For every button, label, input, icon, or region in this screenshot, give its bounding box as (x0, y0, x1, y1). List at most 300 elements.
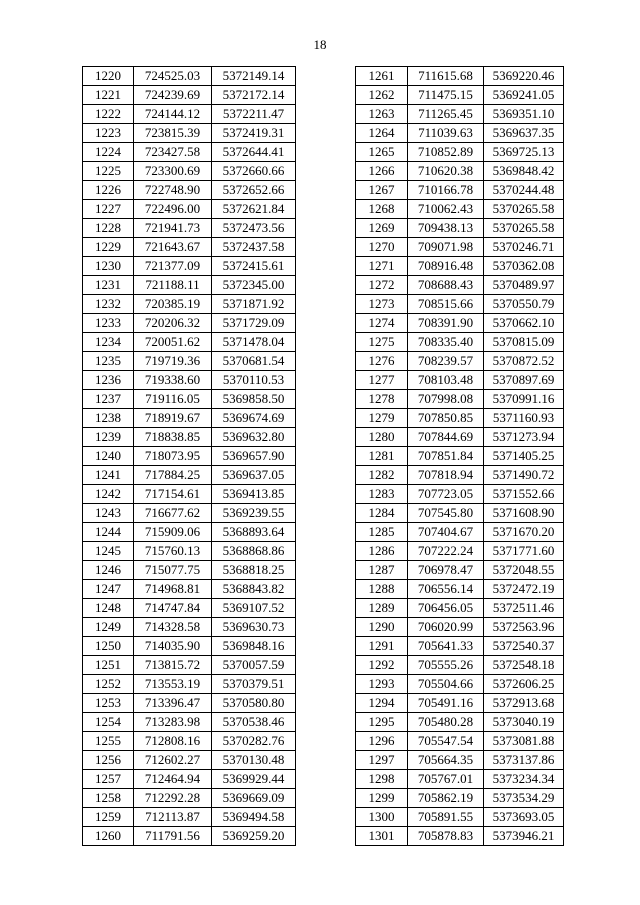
table-row (356, 713, 564, 732)
y-coordinate-cell: 5369413.85 (212, 485, 296, 504)
table-row (356, 143, 564, 162)
x-coordinate-cell: 705491.16 (408, 694, 484, 713)
point-number-cell: 1266 (356, 162, 408, 181)
table-row (83, 333, 296, 352)
point-number-cell: 1277 (356, 371, 408, 390)
y-coordinate-cell: 5369241.05 (484, 86, 564, 105)
y-coordinate-cell: 5372048.55 (484, 561, 564, 580)
y-coordinate-cell: 5373946.21 (484, 827, 564, 846)
table-row (83, 219, 296, 238)
point-number-cell: 1287 (356, 561, 408, 580)
y-coordinate-cell: 5373137.86 (484, 751, 564, 770)
x-coordinate-cell: 710852.89 (408, 143, 484, 162)
table-row (83, 181, 296, 200)
table-row (356, 637, 564, 656)
point-number-cell: 1261 (356, 67, 408, 86)
table-row (83, 86, 296, 105)
y-coordinate-cell: 5370897.69 (484, 371, 564, 390)
table-row (83, 694, 296, 713)
y-coordinate-cell: 5371771.60 (484, 542, 564, 561)
table-row (356, 561, 564, 580)
x-coordinate-cell: 705891.55 (408, 808, 484, 827)
y-coordinate-cell: 5373234.34 (484, 770, 564, 789)
table-row (356, 314, 564, 333)
y-coordinate-cell: 5370362.08 (484, 257, 564, 276)
point-number-cell: 1225 (83, 162, 134, 181)
y-coordinate-cell: 5372652.66 (212, 181, 296, 200)
point-number-cell: 1232 (83, 295, 134, 314)
table-row (83, 371, 296, 390)
table-row (83, 789, 296, 808)
x-coordinate-cell: 715077.75 (134, 561, 212, 580)
table-row (83, 618, 296, 637)
table-row (356, 447, 564, 466)
y-coordinate-cell: 5370130.48 (212, 751, 296, 770)
x-coordinate-cell: 715760.13 (134, 542, 212, 561)
point-number-cell: 1295 (356, 713, 408, 732)
table-row (83, 770, 296, 789)
point-number-cell: 1298 (356, 770, 408, 789)
x-coordinate-cell: 705547.54 (408, 732, 484, 751)
y-coordinate-cell: 5370550.79 (484, 295, 564, 314)
table-row (356, 618, 564, 637)
y-coordinate-cell: 5368868.86 (212, 542, 296, 561)
x-coordinate-cell: 708239.57 (408, 352, 484, 371)
point-number-cell: 1271 (356, 257, 408, 276)
x-coordinate-cell: 705862.19 (408, 789, 484, 808)
table-row (356, 409, 564, 428)
table-row (83, 808, 296, 827)
point-number-cell: 1238 (83, 409, 134, 428)
point-number-cell: 1292 (356, 656, 408, 675)
table-row (83, 390, 296, 409)
y-coordinate-cell: 5372211.47 (212, 105, 296, 124)
x-coordinate-cell: 714747.84 (134, 599, 212, 618)
point-number-cell: 1284 (356, 504, 408, 523)
x-coordinate-cell: 721643.67 (134, 238, 212, 257)
point-number-cell: 1283 (356, 485, 408, 504)
x-coordinate-cell: 712464.94 (134, 770, 212, 789)
point-number-cell: 1279 (356, 409, 408, 428)
x-coordinate-cell: 705878.83 (408, 827, 484, 846)
point-number-cell: 1288 (356, 580, 408, 599)
x-coordinate-cell: 708335.40 (408, 333, 484, 352)
x-coordinate-cell: 708103.48 (408, 371, 484, 390)
table-row (83, 314, 296, 333)
y-coordinate-cell: 5371160.93 (484, 409, 564, 428)
x-coordinate-cell: 711475.15 (408, 86, 484, 105)
y-coordinate-cell: 5371729.09 (212, 314, 296, 333)
point-number-cell: 1290 (356, 618, 408, 637)
x-coordinate-cell: 707998.08 (408, 390, 484, 409)
y-coordinate-cell: 5370489.97 (484, 276, 564, 295)
x-coordinate-cell: 723815.39 (134, 124, 212, 143)
y-coordinate-cell: 5370815.09 (484, 333, 564, 352)
x-coordinate-cell: 710166.78 (408, 181, 484, 200)
point-number-cell: 1247 (83, 580, 134, 599)
point-number-cell: 1236 (83, 371, 134, 390)
point-number-cell: 1233 (83, 314, 134, 333)
y-coordinate-cell: 5372149.14 (212, 67, 296, 86)
x-coordinate-cell: 706456.05 (408, 599, 484, 618)
x-coordinate-cell: 707222.24 (408, 542, 484, 561)
x-coordinate-cell: 707818.94 (408, 466, 484, 485)
y-coordinate-cell: 5370265.58 (484, 219, 564, 238)
y-coordinate-cell: 5369107.52 (212, 599, 296, 618)
point-number-cell: 1281 (356, 447, 408, 466)
y-coordinate-cell: 5369848.16 (212, 637, 296, 656)
table-row (83, 656, 296, 675)
table-row (356, 257, 564, 276)
table-row (83, 542, 296, 561)
x-coordinate-cell: 707850.85 (408, 409, 484, 428)
point-number-cell: 1257 (83, 770, 134, 789)
point-number-cell: 1223 (83, 124, 134, 143)
y-coordinate-cell: 5370681.54 (212, 352, 296, 371)
coordinates-table-left (82, 66, 296, 846)
y-coordinate-cell: 5372172.14 (212, 86, 296, 105)
point-number-cell: 1255 (83, 732, 134, 751)
table-row (356, 732, 564, 751)
y-coordinate-cell: 5372548.18 (484, 656, 564, 675)
table-row (83, 409, 296, 428)
table-row (83, 523, 296, 542)
x-coordinate-cell: 706978.47 (408, 561, 484, 580)
table-row (356, 67, 564, 86)
table-row (356, 200, 564, 219)
x-coordinate-cell: 710062.43 (408, 200, 484, 219)
x-coordinate-cell: 705664.35 (408, 751, 484, 770)
point-number-cell: 1285 (356, 523, 408, 542)
point-number-cell: 1276 (356, 352, 408, 371)
y-coordinate-cell: 5370662.10 (484, 314, 564, 333)
x-coordinate-cell: 707851.84 (408, 447, 484, 466)
x-coordinate-cell: 711039.63 (408, 124, 484, 143)
y-coordinate-cell: 5372472.19 (484, 580, 564, 599)
y-coordinate-cell: 5372621.84 (212, 200, 296, 219)
x-coordinate-cell: 717154.61 (134, 485, 212, 504)
point-number-cell: 1268 (356, 200, 408, 219)
table-row (356, 124, 564, 143)
x-coordinate-cell: 706556.14 (408, 580, 484, 599)
point-number-cell: 1265 (356, 143, 408, 162)
table-row (356, 181, 564, 200)
point-number-cell: 1286 (356, 542, 408, 561)
x-coordinate-cell: 718919.67 (134, 409, 212, 428)
y-coordinate-cell: 5372606.25 (484, 675, 564, 694)
point-number-cell: 1258 (83, 789, 134, 808)
y-coordinate-cell: 5368843.82 (212, 580, 296, 599)
table-row (83, 124, 296, 143)
table-row (356, 333, 564, 352)
point-number-cell: 1237 (83, 390, 134, 409)
table-row (356, 466, 564, 485)
point-number-cell: 1244 (83, 523, 134, 542)
point-number-cell: 1235 (83, 352, 134, 371)
point-number-cell: 1267 (356, 181, 408, 200)
table-row (356, 428, 564, 447)
point-number-cell: 1234 (83, 333, 134, 352)
x-coordinate-cell: 708515.66 (408, 295, 484, 314)
point-number-cell: 1239 (83, 428, 134, 447)
point-number-cell: 1273 (356, 295, 408, 314)
y-coordinate-cell: 5372437.58 (212, 238, 296, 257)
point-number-cell: 1229 (83, 238, 134, 257)
point-number-cell: 1226 (83, 181, 134, 200)
y-coordinate-cell: 5369632.80 (212, 428, 296, 447)
y-coordinate-cell: 5369494.58 (212, 808, 296, 827)
y-coordinate-cell: 5370282.76 (212, 732, 296, 751)
x-coordinate-cell: 711265.45 (408, 105, 484, 124)
table-row (356, 675, 564, 694)
page-number: 18 (313, 37, 327, 52)
y-coordinate-cell: 5371552.66 (484, 485, 564, 504)
point-number-cell: 1231 (83, 276, 134, 295)
table-row (83, 352, 296, 371)
y-coordinate-cell: 5372563.96 (484, 618, 564, 637)
table-row (356, 808, 564, 827)
x-coordinate-cell: 711791.56 (134, 827, 212, 846)
y-coordinate-cell: 5373534.29 (484, 789, 564, 808)
table-row (356, 86, 564, 105)
table-row (356, 751, 564, 770)
table-row (356, 523, 564, 542)
x-coordinate-cell: 706020.99 (408, 618, 484, 637)
y-coordinate-cell: 5369637.35 (484, 124, 564, 143)
point-number-cell: 1289 (356, 599, 408, 618)
y-coordinate-cell: 5369657.90 (212, 447, 296, 466)
point-number-cell: 1299 (356, 789, 408, 808)
x-coordinate-cell: 712292.28 (134, 789, 212, 808)
table-row (83, 732, 296, 751)
table-row (83, 561, 296, 580)
y-coordinate-cell: 5369637.05 (212, 466, 296, 485)
table-row (83, 143, 296, 162)
table-row (83, 580, 296, 599)
point-number-cell: 1254 (83, 713, 134, 732)
x-coordinate-cell: 713553.19 (134, 675, 212, 694)
point-number-cell: 1245 (83, 542, 134, 561)
x-coordinate-cell: 712113.87 (134, 808, 212, 827)
x-coordinate-cell: 709071.98 (408, 238, 484, 257)
point-number-cell: 1282 (356, 466, 408, 485)
point-number-cell: 1264 (356, 124, 408, 143)
table-row (83, 105, 296, 124)
point-number-cell: 1294 (356, 694, 408, 713)
table-row (356, 599, 564, 618)
y-coordinate-cell: 5370991.16 (484, 390, 564, 409)
point-number-cell: 1275 (356, 333, 408, 352)
point-number-cell: 1270 (356, 238, 408, 257)
table-row (356, 770, 564, 789)
point-number-cell: 1250 (83, 637, 134, 656)
y-coordinate-cell: 5372415.61 (212, 257, 296, 276)
point-number-cell: 1269 (356, 219, 408, 238)
x-coordinate-cell: 710620.38 (408, 162, 484, 181)
point-number-cell: 1297 (356, 751, 408, 770)
point-number-cell: 1243 (83, 504, 134, 523)
table-row (83, 504, 296, 523)
point-number-cell: 1259 (83, 808, 134, 827)
y-coordinate-cell: 5371273.94 (484, 428, 564, 447)
x-coordinate-cell: 715909.06 (134, 523, 212, 542)
x-coordinate-cell: 707844.69 (408, 428, 484, 447)
y-coordinate-cell: 5370110.53 (212, 371, 296, 390)
table-row (356, 580, 564, 599)
y-coordinate-cell: 5370246.71 (484, 238, 564, 257)
y-coordinate-cell: 5370538.46 (212, 713, 296, 732)
table-row (83, 162, 296, 181)
y-coordinate-cell: 5369848.42 (484, 162, 564, 181)
point-number-cell: 1241 (83, 466, 134, 485)
x-coordinate-cell: 718838.85 (134, 428, 212, 447)
y-coordinate-cell: 5371608.90 (484, 504, 564, 523)
y-coordinate-cell: 5369220.46 (484, 67, 564, 86)
y-coordinate-cell: 5373040.19 (484, 713, 564, 732)
table-row (356, 390, 564, 409)
x-coordinate-cell: 714328.58 (134, 618, 212, 637)
x-coordinate-cell: 705504.66 (408, 675, 484, 694)
x-coordinate-cell: 713815.72 (134, 656, 212, 675)
y-coordinate-cell: 5369630.73 (212, 618, 296, 637)
y-coordinate-cell: 5370872.52 (484, 352, 564, 371)
x-coordinate-cell: 705480.28 (408, 713, 484, 732)
x-coordinate-cell: 724525.03 (134, 67, 212, 86)
table-row (356, 694, 564, 713)
table-row (83, 637, 296, 656)
table-row (83, 67, 296, 86)
x-coordinate-cell: 712602.27 (134, 751, 212, 770)
x-coordinate-cell: 721941.73 (134, 219, 212, 238)
point-number-cell: 1246 (83, 561, 134, 580)
x-coordinate-cell: 708688.43 (408, 276, 484, 295)
table-row (83, 200, 296, 219)
y-coordinate-cell: 5372644.41 (212, 143, 296, 162)
x-coordinate-cell: 721188.11 (134, 276, 212, 295)
x-coordinate-cell: 718073.95 (134, 447, 212, 466)
point-number-cell: 1301 (356, 827, 408, 846)
table-row (83, 428, 296, 447)
y-coordinate-cell: 5370379.51 (212, 675, 296, 694)
x-coordinate-cell: 711615.68 (408, 67, 484, 86)
table-row (83, 238, 296, 257)
point-number-cell: 1278 (356, 390, 408, 409)
x-coordinate-cell: 720051.62 (134, 333, 212, 352)
y-coordinate-cell: 5369725.13 (484, 143, 564, 162)
y-coordinate-cell: 5371490.72 (484, 466, 564, 485)
y-coordinate-cell: 5371670.20 (484, 523, 564, 542)
point-number-cell: 1230 (83, 257, 134, 276)
x-coordinate-cell: 705641.33 (408, 637, 484, 656)
table-row (356, 352, 564, 371)
point-number-cell: 1228 (83, 219, 134, 238)
y-coordinate-cell: 5371405.25 (484, 447, 564, 466)
table-row (83, 295, 296, 314)
table-row (356, 162, 564, 181)
table-row (83, 751, 296, 770)
table-row (356, 105, 564, 124)
y-coordinate-cell: 5373693.05 (484, 808, 564, 827)
point-number-cell: 1240 (83, 447, 134, 466)
table-row (356, 789, 564, 808)
point-number-cell: 1252 (83, 675, 134, 694)
table-row (356, 238, 564, 257)
x-coordinate-cell: 714035.90 (134, 637, 212, 656)
table-row (356, 542, 564, 561)
table-row (356, 485, 564, 504)
y-coordinate-cell: 5371871.92 (212, 295, 296, 314)
point-number-cell: 1291 (356, 637, 408, 656)
x-coordinate-cell: 709438.13 (408, 219, 484, 238)
point-number-cell: 1272 (356, 276, 408, 295)
table-row (356, 656, 564, 675)
table-row (356, 276, 564, 295)
y-coordinate-cell: 5370265.58 (484, 200, 564, 219)
x-coordinate-cell: 719719.36 (134, 352, 212, 371)
y-coordinate-cell: 5369239.55 (212, 504, 296, 523)
x-coordinate-cell: 708391.90 (408, 314, 484, 333)
point-number-cell: 1221 (83, 86, 134, 105)
x-coordinate-cell: 723427.58 (134, 143, 212, 162)
table-row (83, 276, 296, 295)
point-number-cell: 1222 (83, 105, 134, 124)
x-coordinate-cell: 707723.05 (408, 485, 484, 504)
y-coordinate-cell: 5369669.09 (212, 789, 296, 808)
y-coordinate-cell: 5369929.44 (212, 770, 296, 789)
y-coordinate-cell: 5373081.88 (484, 732, 564, 751)
x-coordinate-cell: 719116.05 (134, 390, 212, 409)
y-coordinate-cell: 5369858.50 (212, 390, 296, 409)
point-number-cell: 1296 (356, 732, 408, 751)
y-coordinate-cell: 5369674.69 (212, 409, 296, 428)
x-coordinate-cell: 712808.16 (134, 732, 212, 751)
x-coordinate-cell: 724239.69 (134, 86, 212, 105)
table-row (83, 827, 296, 846)
x-coordinate-cell: 713283.98 (134, 713, 212, 732)
table-row (83, 257, 296, 276)
x-coordinate-cell: 717884.25 (134, 466, 212, 485)
point-number-cell: 1260 (83, 827, 134, 846)
point-number-cell: 1249 (83, 618, 134, 637)
point-number-cell: 1251 (83, 656, 134, 675)
x-coordinate-cell: 724144.12 (134, 105, 212, 124)
x-coordinate-cell: 708916.48 (408, 257, 484, 276)
y-coordinate-cell: 5370244.48 (484, 181, 564, 200)
point-number-cell: 1262 (356, 86, 408, 105)
x-coordinate-cell: 705555.26 (408, 656, 484, 675)
table-row (356, 371, 564, 390)
x-coordinate-cell: 720385.19 (134, 295, 212, 314)
table-row (356, 827, 564, 846)
point-number-cell: 1224 (83, 143, 134, 162)
x-coordinate-cell: 714968.81 (134, 580, 212, 599)
y-coordinate-cell: 5372660.66 (212, 162, 296, 181)
y-coordinate-cell: 5372473.56 (212, 219, 296, 238)
point-number-cell: 1280 (356, 428, 408, 447)
point-number-cell: 1220 (83, 67, 134, 86)
x-coordinate-cell: 713396.47 (134, 694, 212, 713)
y-coordinate-cell: 5372540.37 (484, 637, 564, 656)
coordinates-table-right (355, 66, 564, 846)
table-row (83, 599, 296, 618)
table-row (356, 504, 564, 523)
point-number-cell: 1253 (83, 694, 134, 713)
y-coordinate-cell: 5370580.80 (212, 694, 296, 713)
table-row (83, 466, 296, 485)
point-number-cell: 1248 (83, 599, 134, 618)
y-coordinate-cell: 5371478.04 (212, 333, 296, 352)
point-number-cell: 1274 (356, 314, 408, 333)
